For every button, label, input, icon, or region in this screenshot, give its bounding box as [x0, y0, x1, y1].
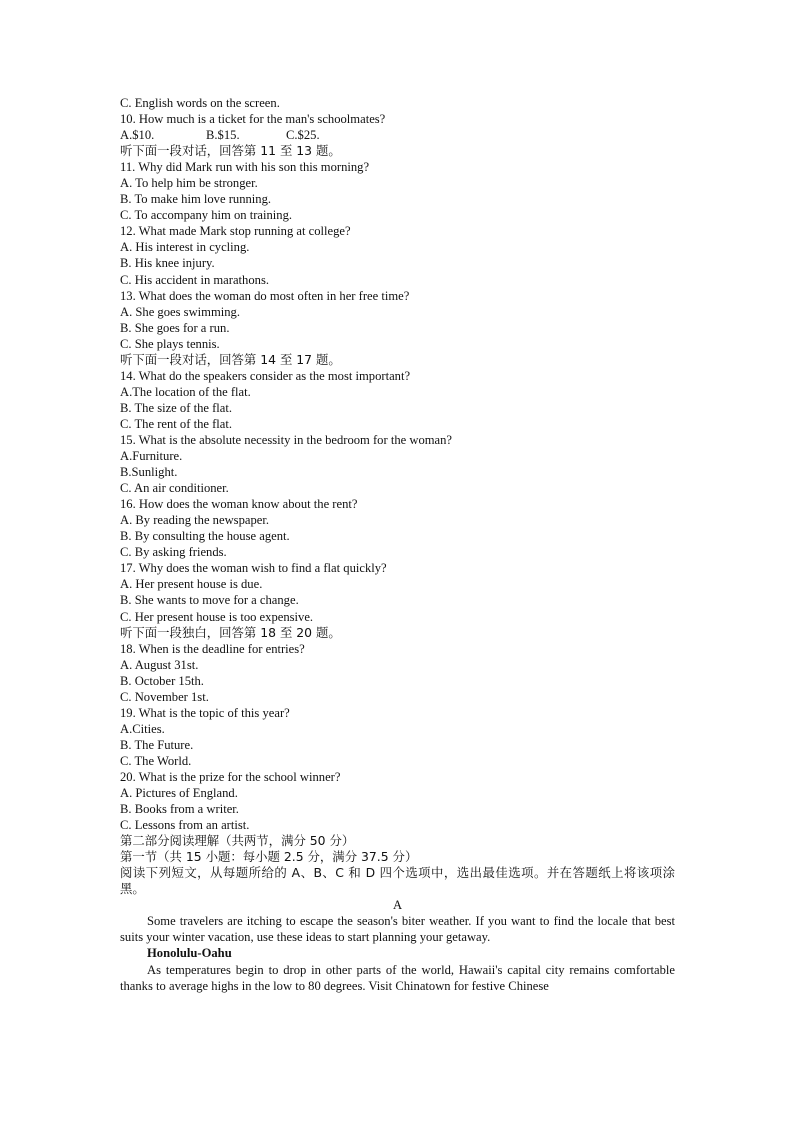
q15-question: 15. What is the absolute necessity in the bedroom for the woman?	[120, 432, 453, 447]
passage-heading-honolulu: Honolulu-Oahu	[147, 946, 232, 961]
q13-option-b: B. She goes for a run.	[120, 320, 230, 335]
q20-option-c: C. Lessons from an artist.	[120, 818, 250, 833]
passage-paragraph-2: As temperatures begin to drop in other parts of the world, Hawaii's capital city remains comfortable thanks to average highs in the low to 80 degrees. Visit Chinatown for festive Chinese	[120, 962, 675, 993]
q15-option-c: C. An air conditioner.	[120, 481, 229, 496]
q18-question: 18. When is the deadline for entries?	[120, 641, 305, 656]
q19-question: 19. What is the topic of this year?	[120, 705, 290, 720]
q13-option-c: C. She plays tennis.	[120, 336, 220, 351]
q9-option-c: C. English words on the screen.	[120, 96, 280, 110]
q20-question: 20. What is the prize for the school winner?	[120, 769, 341, 784]
q17-option-b: B. She wants to move for a change.	[120, 593, 299, 608]
q20-option-b: B. Books from a writer.	[120, 802, 239, 817]
passage-paragraph-1: Some travelers are itching to escape the season's biter weather. If you want to find the locale that best suits your winter vacation, use these ideas to start planning your getaway.	[120, 914, 675, 945]
q19-option-c: C. The World.	[120, 753, 192, 768]
q16-option-c: C. By asking friends.	[120, 545, 227, 560]
q15-option-a: A.Furniture.	[120, 449, 183, 464]
reading-instruction: 阅读下列短文，从每题所给的 A、B、C 和 D 四个选项中，选出最佳选项。并在答题纸上将该项涂黑。	[120, 865, 675, 897]
section-title: 第一节（共 15 小题：每小题 2.5 分，满分 37.5 分）	[120, 849, 418, 865]
q12-question: 12. What made Mark stop running at college?	[120, 224, 351, 239]
q17-question: 17. Why does the woman wish to find a flat quickly?	[120, 561, 387, 576]
q18-option-c: C. November 1st.	[120, 689, 209, 704]
q11-question: 11. Why did Mark run with his son this morning?	[120, 160, 370, 175]
q10-option-a: A.$10.	[120, 128, 155, 143]
q16-option-a: A. By reading the newspaper.	[120, 513, 269, 528]
q18-option-a: A. August 31st.	[120, 657, 199, 672]
q13-option-a: A. She goes swimming.	[120, 304, 240, 319]
q10-question: 10. How much is a ticket for the man's schoolmates?	[120, 112, 386, 127]
q12-option-c: C. His accident in marathons.	[120, 272, 269, 287]
document-page	[120, 95, 675, 994]
q10-options	[120, 127, 675, 143]
q14-option-b: B. The size of the flat.	[120, 400, 233, 415]
q16-option-b: B. By consulting the house agent.	[120, 529, 290, 544]
instruction-11-13: 听下面一段对话，回答第 11 至 13 题。	[120, 143, 341, 159]
q10-option-b: B.$15.	[206, 128, 240, 143]
q19-option-a: A.Cities.	[120, 721, 165, 736]
q14-question: 14. What do the speakers consider as the most important?	[120, 368, 411, 383]
part-title: 第二部分阅读理解（共两节，满分 50 分）	[120, 833, 355, 849]
q17-option-c: C. Her present house is too expensive.	[120, 609, 314, 624]
q16-question: 16. How does the woman know about the rent?	[120, 497, 358, 512]
q12-option-a: A. His interest in cycling.	[120, 240, 250, 255]
q11-option-a: A. To help him be stronger.	[120, 176, 258, 191]
instruction-14-17: 听下面一段对话，回答第 14 至 17 题。	[120, 351, 341, 367]
q14-option-c: C. The rent of the flat.	[120, 416, 233, 431]
passage-label: A	[392, 898, 403, 913]
q10-option-c: C.$25.	[286, 128, 320, 143]
q18-option-b: B. October 15th.	[120, 673, 204, 688]
q20-option-a: A. Pictures of England.	[120, 786, 238, 801]
q13-question: 13. What does the woman do most often in her free time?	[120, 288, 410, 303]
q17-option-a: A. Her present house is due.	[120, 577, 263, 592]
instruction-18-20: 听下面一段独白，回答第 18 至 20 题。	[120, 624, 341, 640]
q15-option-b: B.Sunlight.	[120, 465, 178, 480]
q19-option-b: B. The Future.	[120, 737, 194, 752]
q14-option-a: A.The location of the flat.	[120, 384, 251, 399]
q11-option-c: C. To accompany him on training.	[120, 208, 293, 223]
q11-option-b: B. To make him love running.	[120, 192, 272, 207]
q12-option-b: B. His knee injury.	[120, 256, 215, 271]
